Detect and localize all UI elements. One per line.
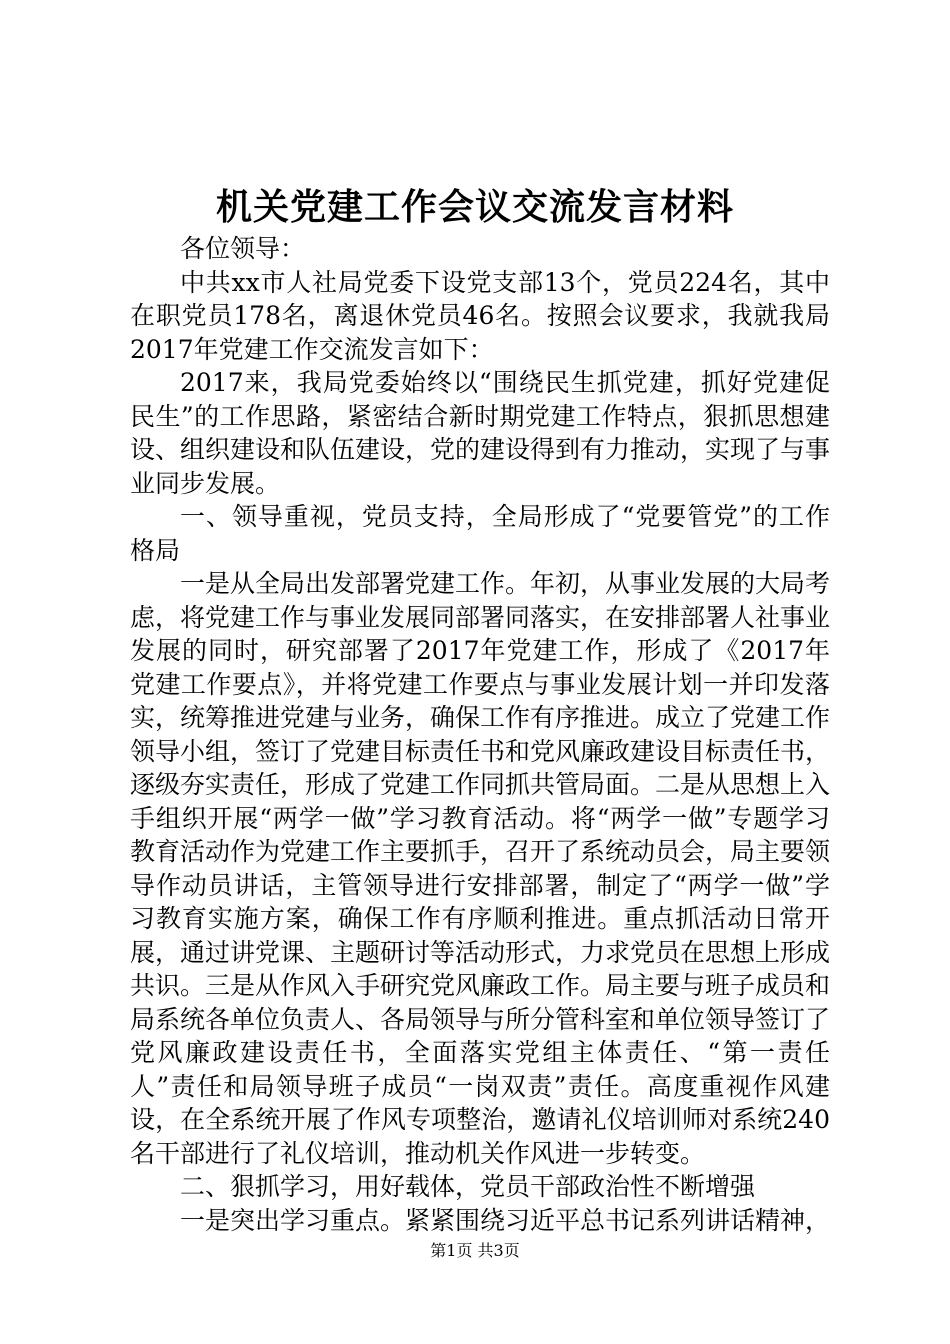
paragraph-summary: 2017来，我局党委始终以“围绕民生抓党建，抓好党建促民生”的工作思路，紧密结合新时期党建工作特点，狠抓思想建设、组织建设和队伍建设，党的建设得到有力推动，实现了与事业同步发展。 bbox=[130, 368, 831, 498]
paragraph-salutation: 各位领导： bbox=[180, 234, 306, 263]
document-title: 机关党建工作会议交流发言材料 bbox=[215, 186, 734, 228]
page-footer: 第1页 共3页 bbox=[430, 1241, 520, 1260]
paragraph-section-1: 一是从全局出发部署党建工作。年初，从事业发展的大局考虑，将党建工作与事业发展同部署同落实，在安排部署人社事业发展的同时，研究部署了2017年党建工作，形成了《2017年党建工作要点》，并将党建工作要点与事业发展计划一并印发落实，统筹推进党建与业务，确保工作有序推进。成立了党建工作领导小组，签订了党建目标责任书和党风廉政建设目标责任书，逐级夯实责任，形成了党建工作同抓共管局面。二是从思想上入手组织开展“两学一做”学习教育活动。将“两学一做”专题学习教育活动作为党建工作主要抓手，召开了系统动员会，局主要领导作动员讲话，主管领导进行安排部署，制定了“两学一做”学习教育实施方案，确保工作有序顺利推进。重点抓活动日常开展，通过讲党课、主题研讨等活动形式，力求党员在思想上形成共识。三是从作风入手研究党风廉政工作。局主要与班子成员和局系统各单位负责人、各局领导与所分管科室和单位领导签订了党风廉政建设责任书，全面落实党组主体责任、“第一责任人”责任和局领导班子成员“一岗双责”责任。高度重视作风建设，在全系统开展了作风专项整治，邀请礼仪培训师对系统240名干部进行了礼仪培训，推动机关作风进一步转变。 bbox=[130, 569, 831, 1168]
section-heading-2: 二、狠抓学习，用好载体，党员干部政治性不断增强 bbox=[180, 1172, 756, 1201]
section-heading-1: 一、领导重视，党员支持，全局形成了“党要管党”的工作格局 bbox=[130, 502, 830, 565]
paragraph-section-2: 一是突出学习重点。紧紧围绕习近平总书记系列讲话精神， bbox=[180, 1205, 831, 1235]
document-body bbox=[130, 232, 830, 1237]
paragraph-overview: 中共xx市人社局党委下设党支部13个，党员224名，其中在职党员178名，离退休党员46名。按照会议要求，我就我局2017年党建工作交流发言如下： bbox=[130, 267, 830, 364]
